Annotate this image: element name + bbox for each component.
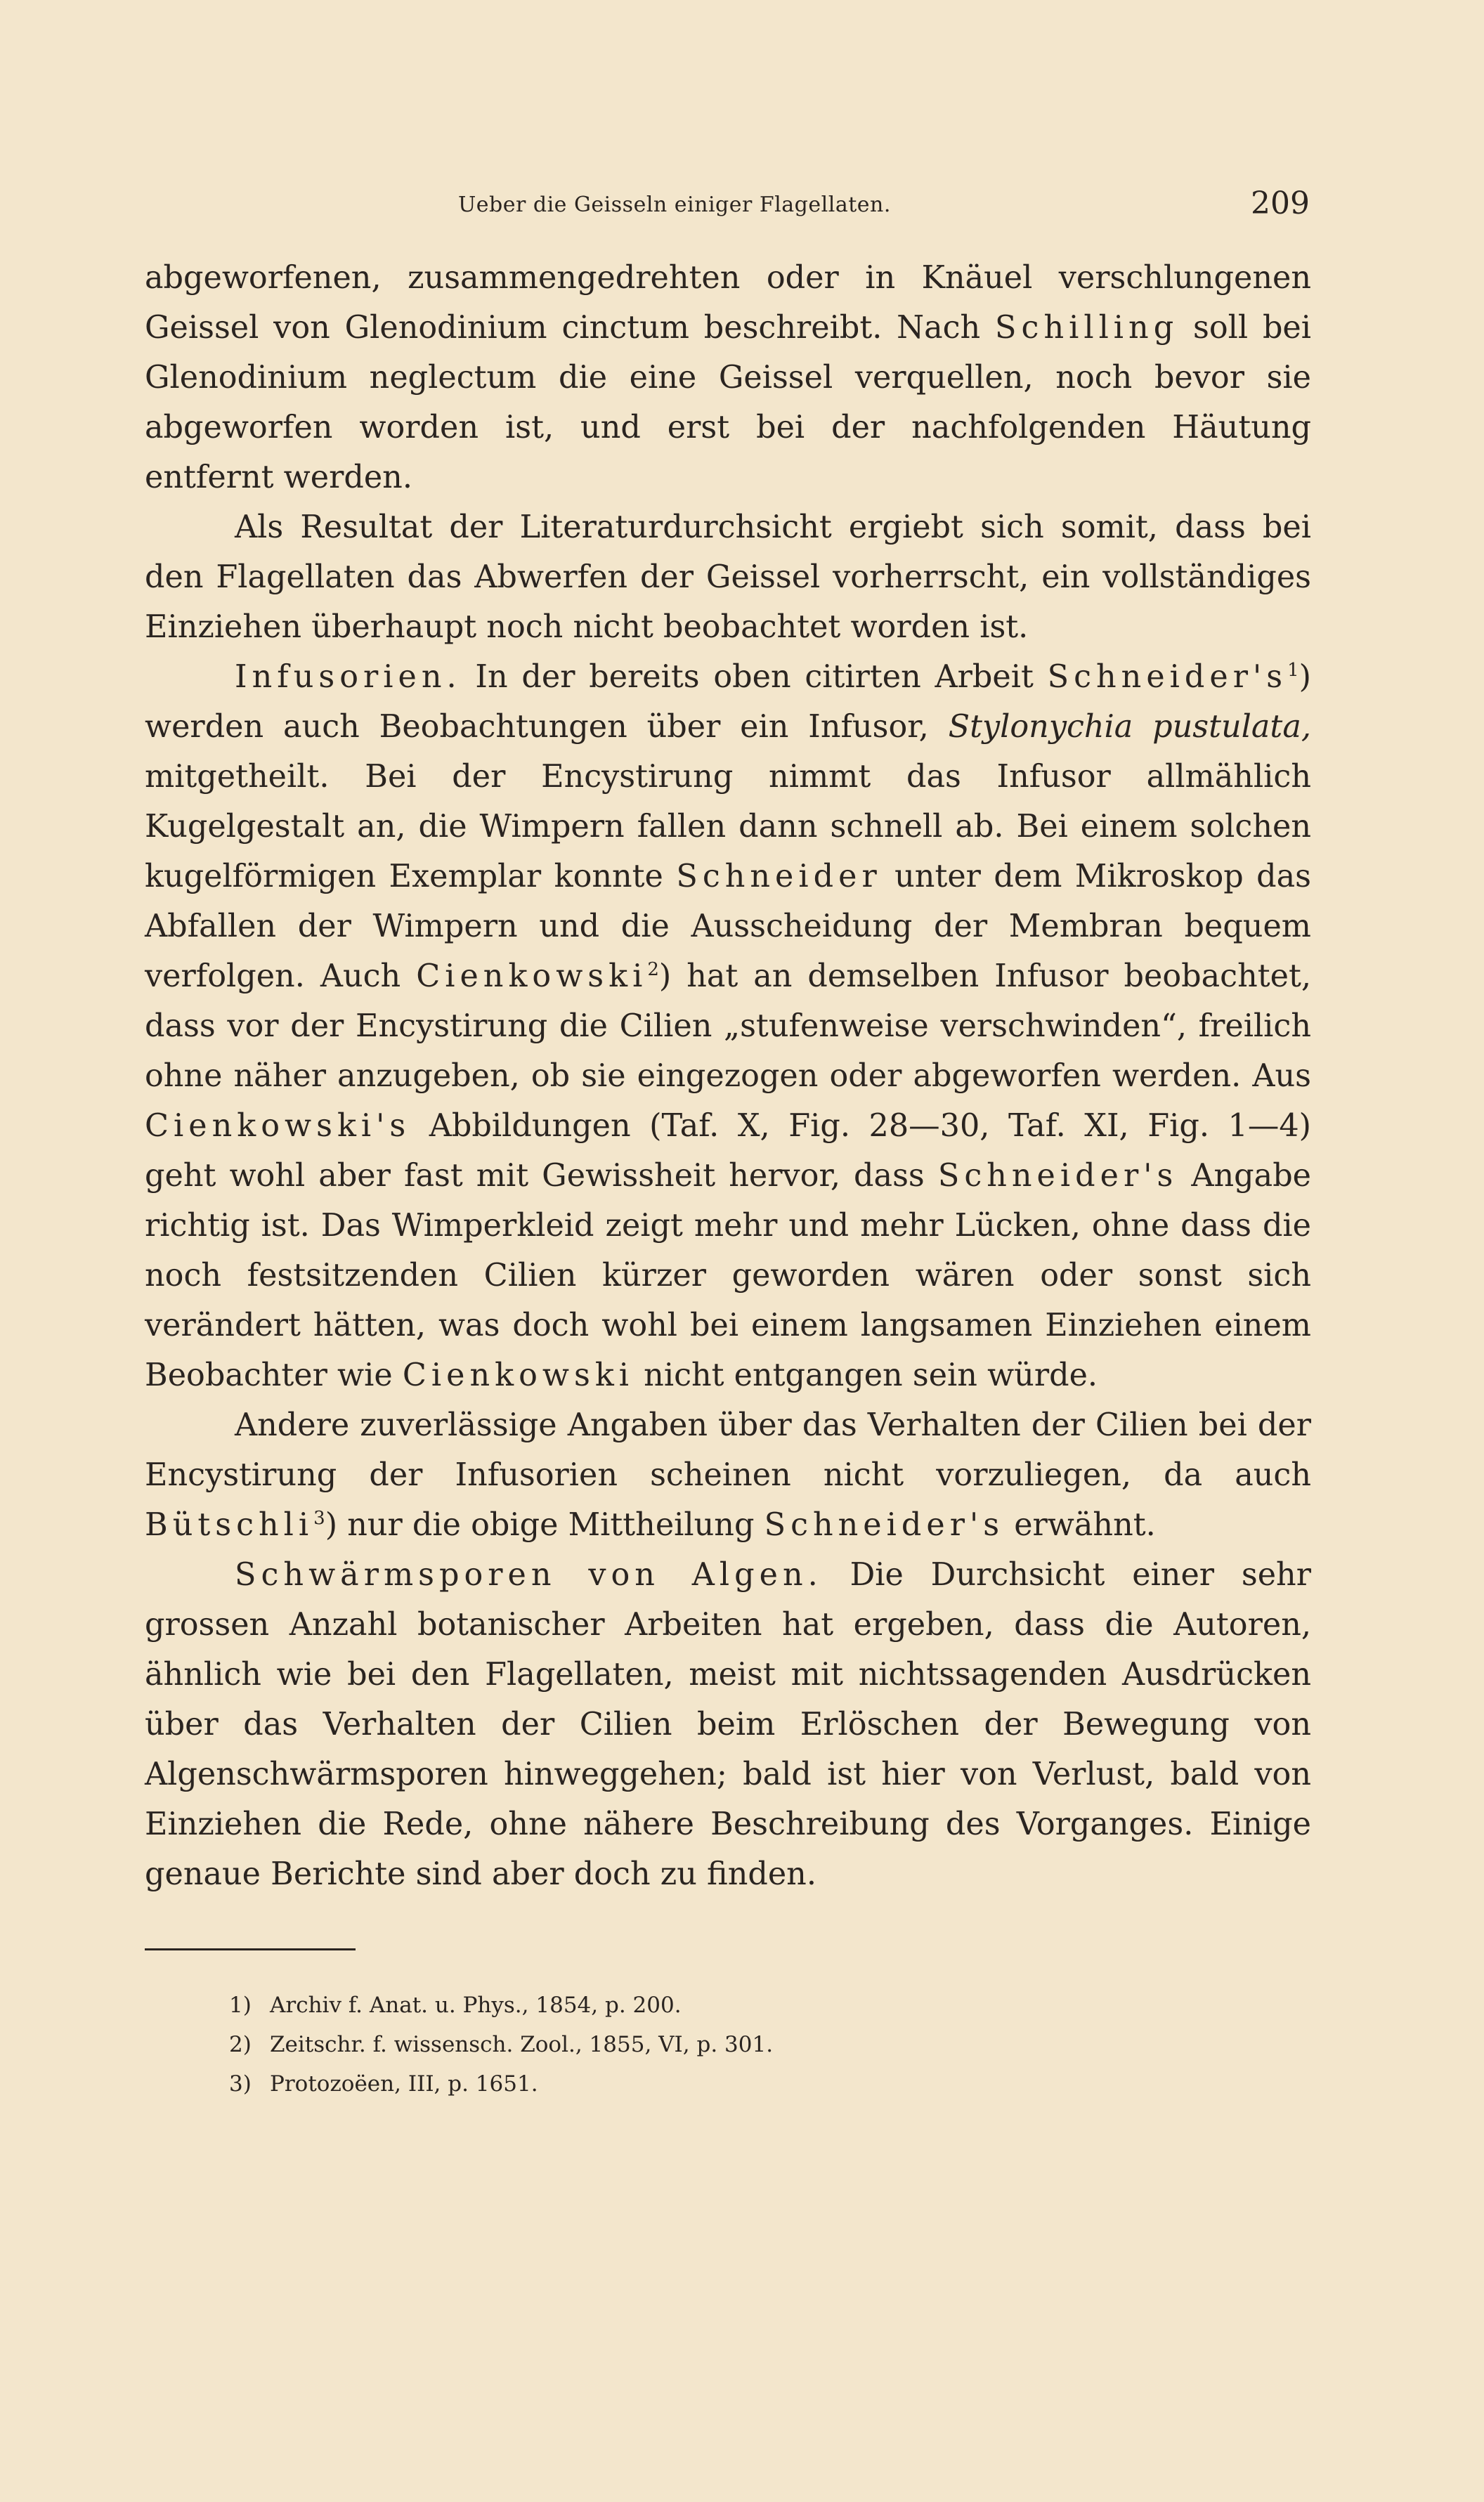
footnote-text: Archiv f. Anat. u. Phys., 1854, p. 200. [270, 1993, 682, 2018]
footnote-1 [145, 1986, 1311, 2025]
body-text [145, 253, 1311, 1899]
text-run: unter dem Mikroskop das Abfallen der Wimpern und die Ausscheidung der Membran bequem verfolgen. Auch [145, 859, 1311, 994]
text-run: In der bereits oben citirten Arbeit [461, 659, 1048, 695]
paragraph-1 [145, 253, 1311, 502]
text-run: abgeworfenen, zusammengedrehten oder in Knäuel verschlungenen Geissel von Glenodinium cinctum beschreibt. Nach [145, 260, 1311, 346]
text-run: soll bei Glenodinium neglectum die eine Geissel verquellen, noch bevor sie abgeworfen worden ist, und erst bei der nachfolgenden Häutung entfernt werden. [145, 310, 1311, 495]
footnote-number: 1) [229, 1993, 252, 2018]
footnote-3 [145, 2064, 1311, 2104]
author-name: Bütschli [145, 1507, 314, 1543]
paragraph-3 [145, 652, 1311, 1400]
text-run: mitgetheilt. Bei der Encystirung nimmt das Infusor allmählich Kugelgestalt an, die Wimpern fallen dann schnell ab. Bei einem solchen kugelförmigen Exemplar konnte [145, 759, 1311, 894]
paragraph-2 [145, 502, 1311, 652]
footnote-number: 3) [229, 2071, 252, 2097]
text-run: nicht entgangen sein würde. [634, 1357, 1098, 1393]
text-run: ) werden auch Beobachtungen über ein Infusor, [145, 659, 1311, 745]
footnote-ref: 2 [647, 959, 659, 981]
text-run: Als Resultat der Literaturdurchsicht ergiebt sich somit, dass bei den Flagellaten das Abwerfen der Geissel vorherrscht, ein vollständiges Einziehen überhaupt noch nicht beobachtet worden ist. [145, 509, 1311, 645]
text-run: ) hat an demselben Infusor beobachtet, dass vor der Encystirung die Cilien „stufenweise verschwinden“, freilich ohne näher anzugeben, ob sie eingezogen oder abgeworfen werden. Aus [145, 958, 1311, 1094]
author-name: Schneider's [937, 1158, 1178, 1194]
footnote-2 [145, 2025, 1311, 2064]
author-name: Schneider [676, 859, 882, 894]
text-run: Abbildungen (Taf. X, Fig. 28—30, Taf. XI, Fig. 1—4) geht wohl aber fast mit Gewissheit hervor, dass [145, 1108, 1311, 1194]
running-header [145, 183, 1311, 233]
species-name: Stylonychia pustulata, [948, 709, 1311, 745]
footnote-ref: 3 [313, 1508, 325, 1530]
footnote-text: Protozoëen, III, p. 1651. [270, 2071, 538, 2097]
text-run: Angabe richtig ist. Das Wimperkleid zeigt mehr und mehr Lücken, ohne dass die noch festsitzenden Cilien kürzer geworden wären oder sonst sich verändert hätten, was doch wohl bei einem langsamen Einziehen einem Beobachter wie [145, 1158, 1312, 1393]
text-run: erwähnt. [1004, 1507, 1156, 1543]
text-run: ) nur die obige Mittheilung [325, 1507, 764, 1543]
author-name: Schilling [995, 310, 1179, 346]
footnote-number: 2) [229, 2032, 252, 2057]
footnote-ref: 1 [1287, 660, 1299, 682]
text-run: Andere zuverlässige Angaben über das Verhalten der Cilien bei der Encystirung der Infusorien scheinen nicht vorzuliegen, da auch [145, 1407, 1311, 1493]
author-name: Schneider's [764, 1507, 1005, 1543]
footnote-divider [145, 1948, 356, 1950]
author-name: Cienkowski's [145, 1108, 411, 1144]
author-name: Schneider's [1047, 659, 1288, 695]
author-name: Cienkowski [402, 1357, 634, 1393]
text-run: Die Durchsicht einer sehr grossen Anzahl botanischer Arbeiten hat ergeben, dass die Autoren, ähnlich wie bei den Flagellaten, meist mit nichtssagenden Ausdrücken über das Verhalten der Cilien beim Erlöschen der Bewegung von Algenschwärmsporen hinweggehen; bald ist hier von Verlust, bald von Einziehen die Rede, ohne nähere Beschreibung des Vorganges. Einige genaue Berichte sind aber doch zu finden. [145, 1557, 1311, 1892]
running-title: Ueber die Geisseln einiger Flagellaten. [458, 193, 891, 217]
paragraph-5 [145, 1550, 1311, 1899]
section-heading-schwaermsporen: Schwärmsporen von Algen. [235, 1557, 823, 1593]
footnotes [145, 1986, 1311, 2104]
paragraph-4 [145, 1400, 1311, 1550]
footnote-text: Zeitschr. f. wissensch. Zool., 1855, VI, p. 301. [270, 2032, 774, 2057]
section-heading-infusorien: Infusorien. [235, 659, 462, 695]
author-name: Cienkowski [416, 958, 648, 994]
page [145, 183, 1311, 2104]
page-number: 209 [1251, 185, 1310, 221]
